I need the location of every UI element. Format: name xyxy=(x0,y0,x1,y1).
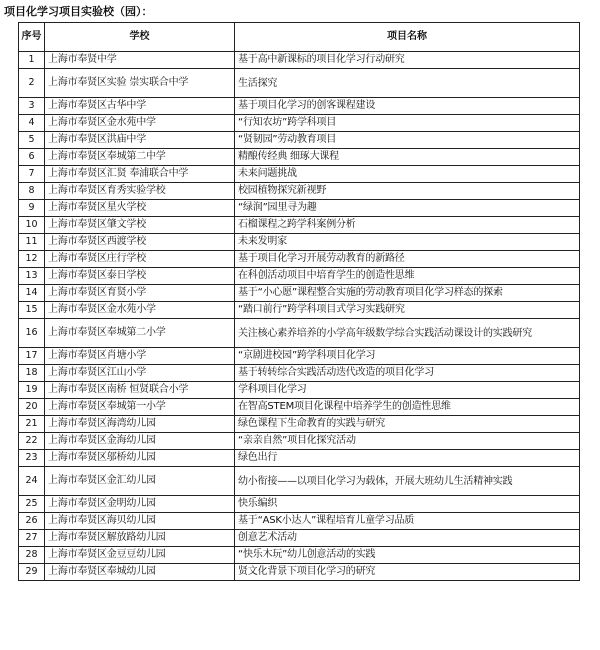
table-row xyxy=(19,382,580,399)
project-name: “贤韧园”劳动教育项目 xyxy=(235,132,580,149)
row-number: 18 xyxy=(19,365,45,382)
table-row xyxy=(19,183,580,200)
row-number: 13 xyxy=(19,268,45,285)
project-name: 关注核心素养培养的小学高年级数学综合实践活动课设计的实践研究 xyxy=(235,319,580,348)
table-row xyxy=(19,69,580,98)
project-name: 校园植物探究新视野 xyxy=(235,183,580,200)
row-number: 21 xyxy=(19,416,45,433)
row-number: 4 xyxy=(19,115,45,132)
table-row xyxy=(19,319,580,348)
project-name: 绿色出行 xyxy=(235,450,580,467)
table-row xyxy=(19,547,580,564)
table-row xyxy=(19,496,580,513)
project-name: 未来问题挑战 xyxy=(235,166,580,183)
row-number: 15 xyxy=(19,302,45,319)
table-row xyxy=(19,52,580,69)
table-body xyxy=(19,52,580,581)
row-number: 6 xyxy=(19,149,45,166)
project-name: 学科项目化学习 xyxy=(235,382,580,399)
table-row xyxy=(19,115,580,132)
row-number: 19 xyxy=(19,382,45,399)
project-name: 生活探究 xyxy=(235,69,580,98)
project-name: 在科创活动项目中培育学生的创造性思维 xyxy=(235,268,580,285)
row-number: 17 xyxy=(19,348,45,365)
table-row xyxy=(19,132,580,149)
table-row xyxy=(19,513,580,530)
school-name: 上海市奉贤区汇贤 奉浦联合中学 xyxy=(45,166,235,183)
table-row xyxy=(19,217,580,234)
row-number: 1 xyxy=(19,52,45,69)
table-row xyxy=(19,234,580,251)
school-name: 上海市奉贤区南桥 恒贤联合小学 xyxy=(45,382,235,399)
row-number: 5 xyxy=(19,132,45,149)
school-name: 上海市奉贤区奉城第二小学 xyxy=(45,319,235,348)
row-number: 25 xyxy=(19,496,45,513)
document-title: 项目化学习项目实验校（园）： xyxy=(4,5,153,18)
project-name: 贤文化背景下项目化学习的研究 xyxy=(235,564,580,581)
row-number: 14 xyxy=(19,285,45,302)
row-number: 20 xyxy=(19,399,45,416)
table-row xyxy=(19,268,580,285)
table-row xyxy=(19,530,580,547)
school-name: 上海市奉贤区海湾幼儿园 xyxy=(45,416,235,433)
school-name: 上海市奉贤区肖塘小学 xyxy=(45,348,235,365)
school-name: 上海市奉贤区奉城幼儿园 xyxy=(45,564,235,581)
project-name: 基于项目化学习的创客课程建设 xyxy=(235,98,580,115)
project-name: 基于高中新课标的项目化学习行动研究 xyxy=(235,52,580,69)
school-name: 上海市奉贤区邬桥幼儿园 xyxy=(45,450,235,467)
school-name: 上海市奉贤区江山小学 xyxy=(45,365,235,382)
header-school: 学校 xyxy=(45,23,235,52)
table-row xyxy=(19,149,580,166)
row-number: 11 xyxy=(19,234,45,251)
row-number: 26 xyxy=(19,513,45,530)
school-name: 上海市奉贤区金明幼儿园 xyxy=(45,496,235,513)
project-table xyxy=(18,22,580,581)
project-name: “行知农坊”跨学科项目 xyxy=(235,115,580,132)
school-name: 上海市奉贤区西渡学校 xyxy=(45,234,235,251)
table-row xyxy=(19,416,580,433)
project-name: 绿色课程下生命教育的实践与研究 xyxy=(235,416,580,433)
row-number: 22 xyxy=(19,433,45,450)
school-name: 上海市奉贤区洪庙中学 xyxy=(45,132,235,149)
project-name: 在智高STEM项目化课程中培养学生的创造性思维 xyxy=(235,399,580,416)
row-number: 23 xyxy=(19,450,45,467)
table-row xyxy=(19,564,580,581)
table-row xyxy=(19,450,580,467)
table-row xyxy=(19,166,580,183)
school-name: 上海市奉贤区星火学校 xyxy=(45,200,235,217)
project-name: 幼小衔接——以项目化学习为载体，开展大班幼儿生活精神实践 xyxy=(235,467,580,496)
school-name: 上海市奉贤区金豆豆幼儿园 xyxy=(45,547,235,564)
school-name: 上海市奉贤中学 xyxy=(45,52,235,69)
project-name: 石榴课程之跨学科案例分析 xyxy=(235,217,580,234)
school-name: 上海市奉贤区金水苑小学 xyxy=(45,302,235,319)
table-row xyxy=(19,399,580,416)
row-number: 27 xyxy=(19,530,45,547)
school-name: 上海市奉贤区奉城第二中学 xyxy=(45,149,235,166)
row-number: 10 xyxy=(19,217,45,234)
project-name: “京剧进校园”跨学科项目化学习 xyxy=(235,348,580,365)
row-number: 16 xyxy=(19,319,45,348)
header-project: 项目名称 xyxy=(235,23,580,52)
school-name: 上海市奉贤区金水苑中学 xyxy=(45,115,235,132)
project-name: “踏口前行”跨学科项目式学习实践研究 xyxy=(235,302,580,319)
header-index: 序号 xyxy=(19,23,45,52)
row-number: 28 xyxy=(19,547,45,564)
project-name: “亲亲自然”项目化探究活动 xyxy=(235,433,580,450)
project-name: 基于“ASK小达人”课程培育儿童学习品质 xyxy=(235,513,580,530)
school-name: 上海市奉贤区肇文学校 xyxy=(45,217,235,234)
row-number: 7 xyxy=(19,166,45,183)
row-number: 2 xyxy=(19,69,45,98)
school-name: 上海市奉贤区实验 崇实联合中学 xyxy=(45,69,235,98)
project-name: 基于“小心愿”课程整合实施的劳动教育项目化学习样态的探索 xyxy=(235,285,580,302)
school-name: 上海市奉贤区奉城第一小学 xyxy=(45,399,235,416)
row-number: 29 xyxy=(19,564,45,581)
table-row xyxy=(19,251,580,268)
table-header xyxy=(19,23,580,52)
project-name: 未来发明家 xyxy=(235,234,580,251)
school-name: 上海市奉贤区金海幼儿园 xyxy=(45,433,235,450)
row-number: 8 xyxy=(19,183,45,200)
project-name: 基于项目化学习开展劳动教育的新路径 xyxy=(235,251,580,268)
table-row xyxy=(19,467,580,496)
table-row xyxy=(19,348,580,365)
school-name: 上海市奉贤区育贤小学 xyxy=(45,285,235,302)
school-name: 上海市奉贤区解放路幼儿园 xyxy=(45,530,235,547)
table-row xyxy=(19,285,580,302)
project-name: 精酿传经典 细琢大课程 xyxy=(235,149,580,166)
table-row xyxy=(19,433,580,450)
row-number: 3 xyxy=(19,98,45,115)
project-name: “绿润”园里寻为趣 xyxy=(235,200,580,217)
project-name: 创意艺术活动 xyxy=(235,530,580,547)
project-name: 快乐编织 xyxy=(235,496,580,513)
row-number: 24 xyxy=(19,467,45,496)
school-name: 上海市奉贤区育秀实验学校 xyxy=(45,183,235,200)
table-row xyxy=(19,365,580,382)
row-number: 12 xyxy=(19,251,45,268)
school-name: 上海市奉贤区古华中学 xyxy=(45,98,235,115)
school-name: 上海市奉贤区金汇幼儿园 xyxy=(45,467,235,496)
school-name: 上海市奉贤区泰日学校 xyxy=(45,268,235,285)
table-row xyxy=(19,200,580,217)
school-name: 上海市奉贤区庄行学校 xyxy=(45,251,235,268)
table-row xyxy=(19,302,580,319)
table-row xyxy=(19,98,580,115)
project-name: “快乐木玩”幼儿创意活动的实践 xyxy=(235,547,580,564)
header-row xyxy=(19,23,580,52)
row-number: 9 xyxy=(19,200,45,217)
school-name: 上海市奉贤区海贝幼儿园 xyxy=(45,513,235,530)
project-name: 基于转转综合实践活动迭代改造的项目化学习 xyxy=(235,365,580,382)
